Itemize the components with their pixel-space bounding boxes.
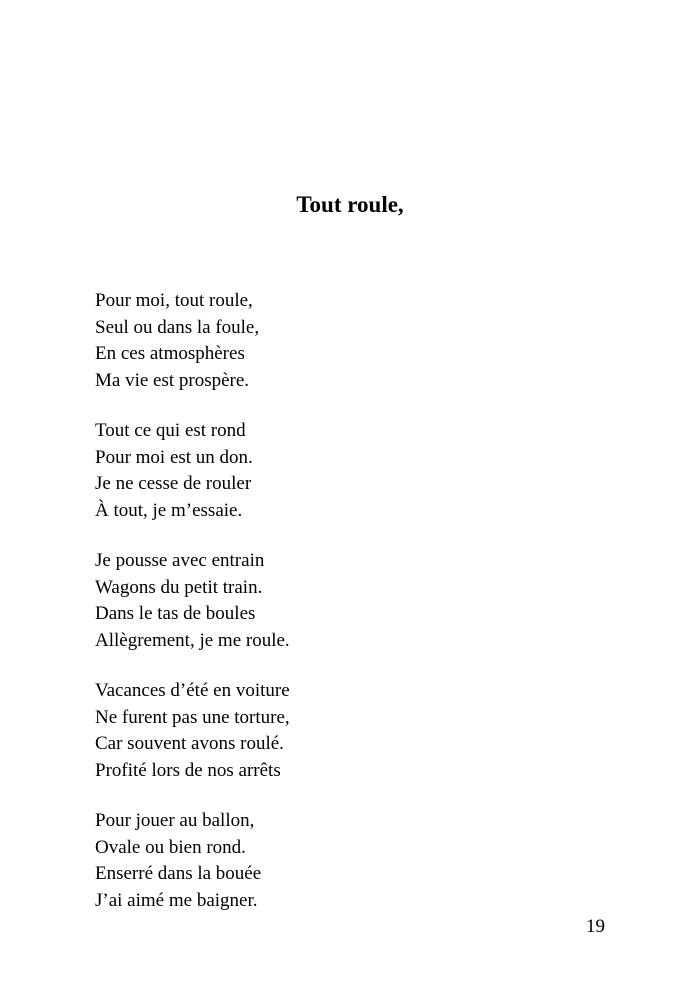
poem-line: À tout, je m’essaie. [95, 499, 243, 521]
poem-line: En ces atmosphères [95, 343, 245, 364]
poem-line: Enserré dans la bouée [95, 863, 262, 884]
stanza-2 [95, 418, 615, 524]
stanza-1 [95, 288, 615, 394]
poem-line: Pour jouer au ballon, [95, 810, 255, 831]
poem-line: Car souvent avons roulé. [95, 733, 284, 754]
poem-line: Ma vie est prospère. [95, 369, 250, 391]
poem-line: Allègrement, je me roule. [95, 629, 290, 651]
stanza-5 [95, 808, 615, 914]
poem-line: Pour moi est un don. [95, 446, 253, 468]
poem-body [95, 288, 615, 938]
poem-line: Seul ou dans la foule, [95, 316, 260, 338]
poem-line: J’ai aimé me baigner. [95, 889, 258, 911]
poem-line: Profité lors de nos arrêts [95, 759, 281, 781]
poem-line: Je pousse avec entrain [95, 550, 265, 571]
poem-line: Wagons du petit train. [95, 576, 263, 598]
poem-line: Vacances d’été en voiture [95, 680, 290, 701]
stanza-4 [95, 678, 615, 784]
poem-line: Tout ce qui est rond [95, 420, 246, 441]
page-number: 19 [586, 916, 605, 937]
poem-title: Tout roule, [296, 192, 404, 217]
poem-line: Dans le tas de boules [95, 603, 256, 624]
poem-line: Je ne cesse de rouler [95, 473, 252, 494]
poem-line: Ne furent pas une torture, [95, 706, 290, 728]
poem-line: Ovale ou bien rond. [95, 836, 246, 858]
stanza-3 [95, 548, 615, 654]
poem-line: Pour moi, tout roule, [95, 290, 253, 311]
